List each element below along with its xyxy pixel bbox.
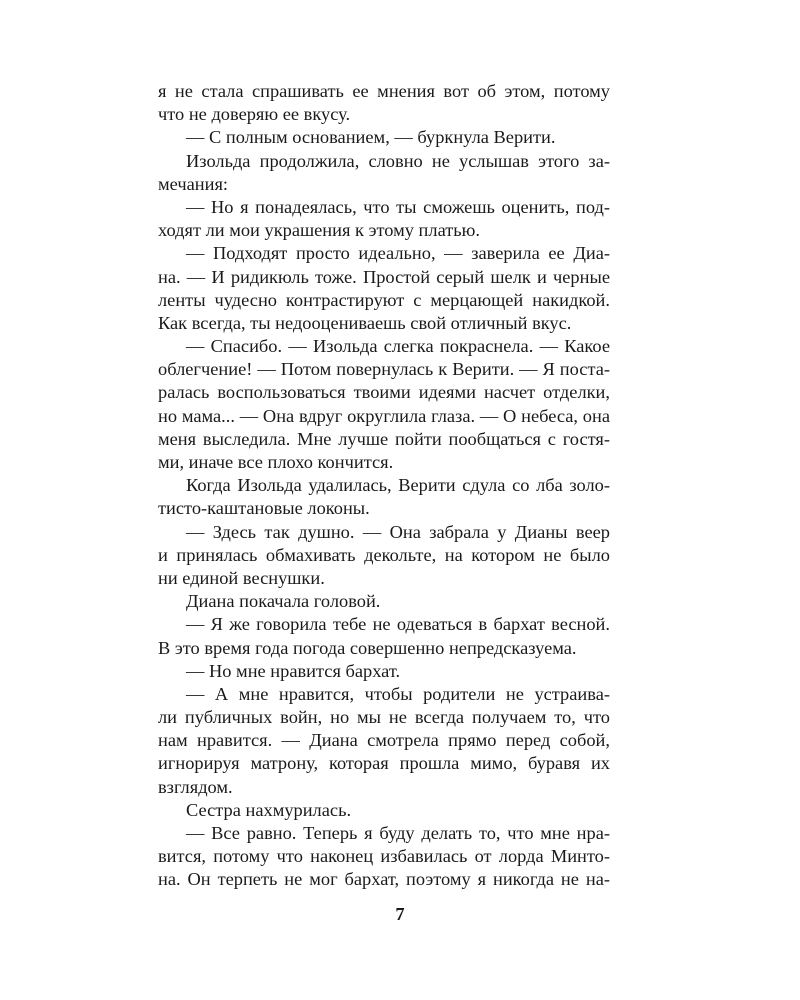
text-line: на. — И ридикюль тоже. Простой серый шелк и черные bbox=[158, 266, 610, 287]
text-line: — Но мне нравится бархат. bbox=[186, 660, 401, 681]
text-line: — Я же говорила тебе не одеваться в бархат весной. bbox=[186, 614, 610, 635]
text-line: — С полным основанием, — буркнула Верити. bbox=[186, 127, 556, 148]
text-line: что не доверяю ее вкусу. bbox=[158, 104, 351, 125]
text-line: ленты чудесно контрастируют с мерцающей накидкой. bbox=[158, 289, 610, 310]
text-line: — Спасибо. — Изольда слегка покраснела. — Какое bbox=[186, 336, 610, 357]
text-line: — Подходят просто идеально, — заверила ее Диа- bbox=[186, 243, 610, 264]
text-line: Как всегда, ты недооцениваешь свой отличный вкус. bbox=[158, 312, 572, 333]
text-line: нам нравится. — Диана смотрела прямо перед собой, bbox=[158, 730, 610, 751]
text-line: меня выследила. Мне лучше пойти пообщаться с гостя- bbox=[158, 428, 610, 449]
text-line: и принялась обмахивать декольте, на котором не было bbox=[158, 544, 610, 565]
text-line: ли публичных войн, но мы не всегда получаем то, что bbox=[158, 707, 610, 728]
body-text bbox=[158, 80, 610, 892]
text-line: Изольда продолжила, словно не услышав этого за- bbox=[186, 150, 610, 171]
text-line: тисто-каштановые локоны. bbox=[158, 498, 370, 519]
text-line: ми, иначе все плохо кончится. bbox=[158, 452, 394, 472]
text-line: — А мне нравится, чтобы родители не устраива- bbox=[186, 683, 610, 704]
text-line: мечания: bbox=[158, 173, 229, 194]
text-line: взглядом. bbox=[158, 776, 233, 797]
text-line: Когда Изольда удалилась, Верити сдула со лба золо- bbox=[186, 475, 610, 496]
text-line: вится, потому что наконец избавилась от лорда Минто- bbox=[158, 846, 610, 867]
page-number: 7 bbox=[395, 904, 405, 924]
text-line: ни единой веснушки. bbox=[158, 567, 325, 588]
text-line: облегчение! — Потом повернулась к Верити. — Я поста- bbox=[158, 359, 610, 380]
text-line: Диана покачала головой. bbox=[186, 591, 381, 612]
text-line: игнорируя матрону, которая прошла мимо, буравя их bbox=[158, 753, 610, 774]
text-line: В это время года погода совершенно непредсказуема. bbox=[158, 637, 577, 658]
text-line: ралась воспользоваться твоими идеями насчет отделки, bbox=[158, 382, 610, 403]
text-line: — Но я понадеялась, что ты сможешь оценить, под- bbox=[186, 196, 610, 217]
text-line: — Все равно. Теперь я буду делать то, что мне нра- bbox=[186, 823, 610, 843]
text-line: я не стала спрашивать ее мнения вот об этом, потому bbox=[158, 81, 610, 101]
text-line: на. Он терпеть не мог бархат, поэтому я никогда не на- bbox=[158, 869, 610, 890]
text-line: — Здесь так душно. — Она забрала у Дианы веер bbox=[186, 521, 610, 542]
text-line: ходят ли мои украшения к этому платью. bbox=[158, 220, 481, 241]
text-line: Сестра нахмурилась. bbox=[186, 799, 352, 820]
text-line: но мама... — Она вдруг округлила глаза. — О небеса, она bbox=[158, 405, 610, 426]
